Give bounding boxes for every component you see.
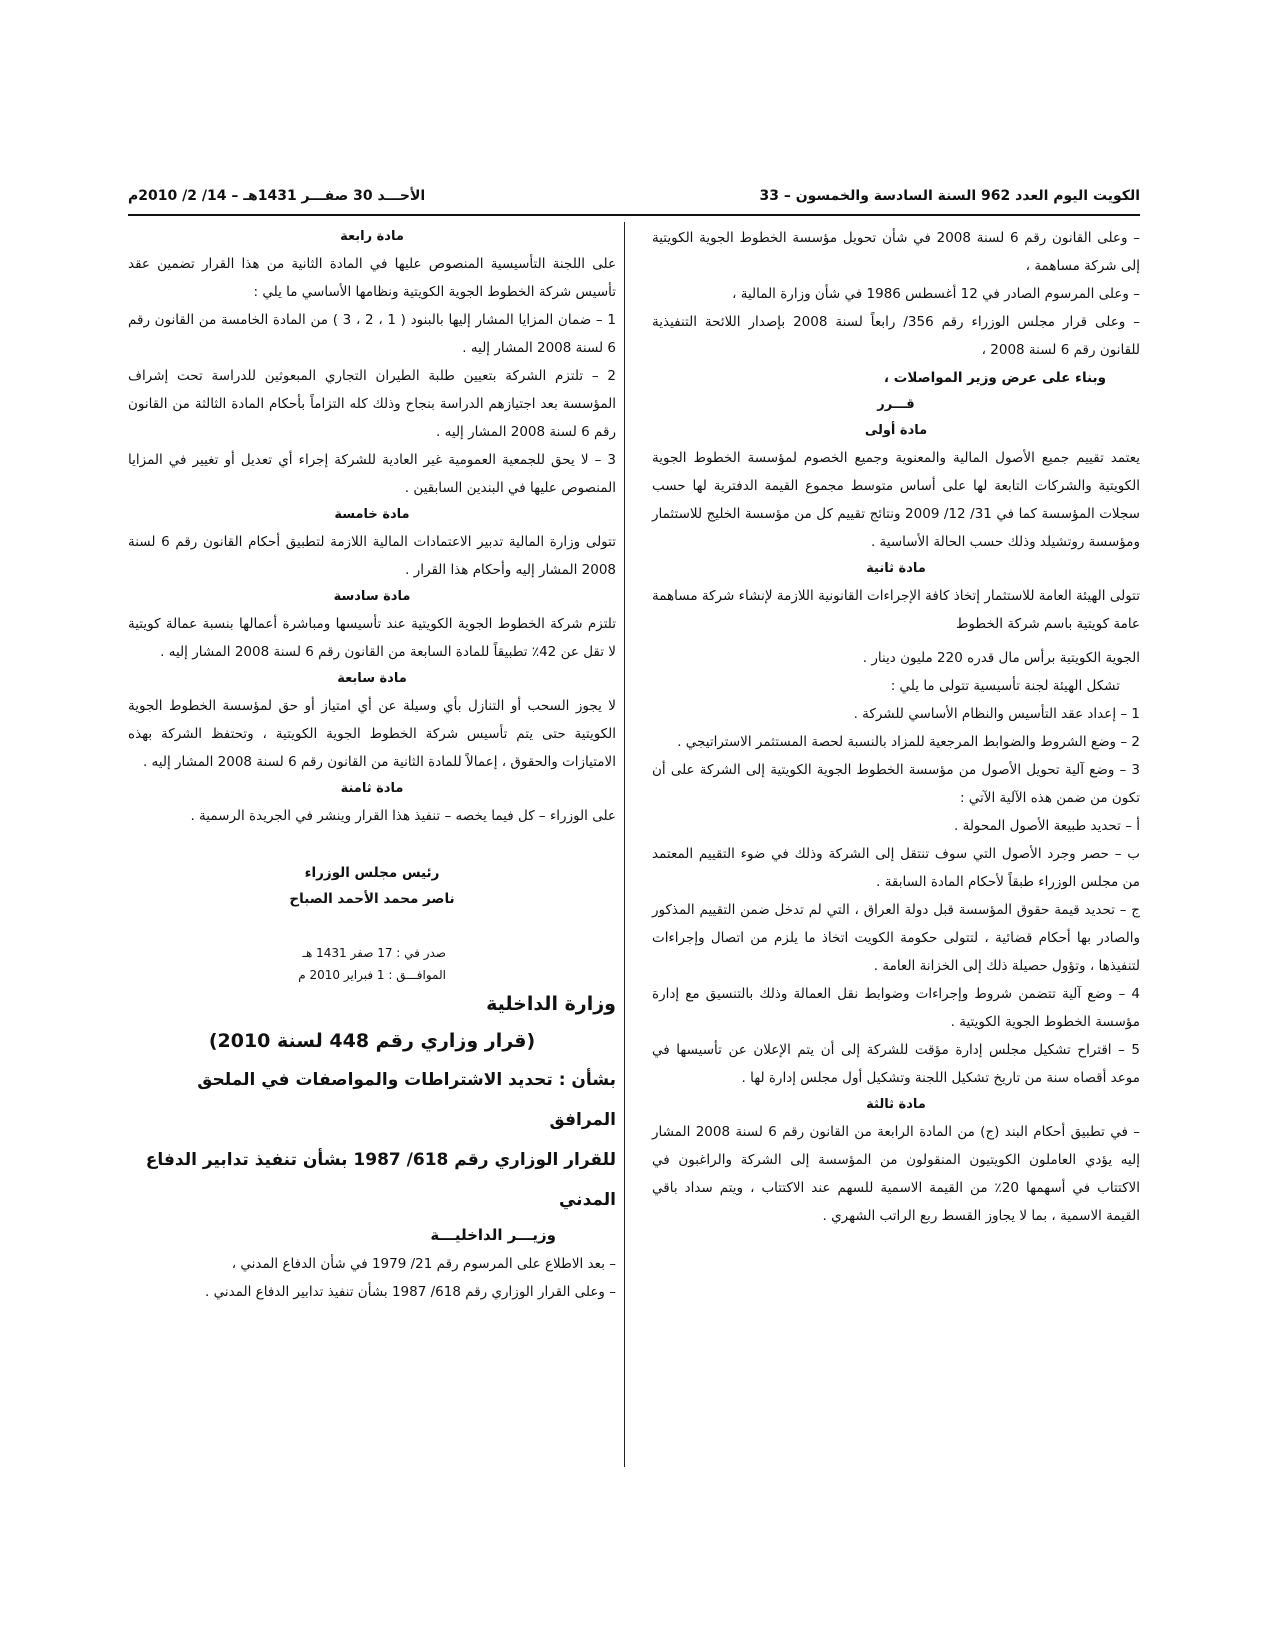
intro-line-3: – وعلى قرار مجلس الوزراء رقم 356/ رابعاً لسنة 2008 بإصدار اللائحة التنفيذية للقانون رقم 6 لسنة 2008 ، (652, 314, 1141, 358)
minister-heading: وزيـــر الداخليـــة (430, 1226, 556, 1244)
header-rule (128, 214, 1140, 216)
decree-title: (قرار وزاري رقم 448 لسنة 2010) (208, 1030, 536, 1052)
signature-name: ناصر محمد الأحمد الصباح (289, 891, 455, 907)
article-2-heading: مادة ثانية (866, 561, 926, 576)
article-2-para-3: تشكل الهيئة لجنة تأسيسية تتولى ما يلي : (890, 678, 1120, 694)
article-3-text: – في تطبيق أحكام البند (ج) من المادة الرابعة من القانون رقم 6 لسنة 2008 المشار إليه يؤدي العاملون الكويتيون المنقولون من المؤسسة إلى الشركة والراغبون في الاكتتاب في أسهمها 20٪ من القيمة الاسمية للسهم عند الاكتتاب ، ويتم سداد باقي القيمة الاسمية ، بما لا يجاوز القسط ربع الراتب الشهري . (652, 1124, 1141, 1224)
decree-subject-line-2: للقرار الوزاري رقم 618/ 1987 بشأن تنفيذ تدابير الدفاع المدني (145, 1150, 616, 1210)
newspaper-page (128, 182, 1140, 1482)
header-date: الأحـــد 30 صفـــر 1431هـ – 14/ 2/ 2010م (128, 188, 426, 204)
article-5-heading: مادة خامسة (334, 507, 410, 522)
article-1-text: يعتمد تقييم جميع الأصول المالية والمعنوية وجميع الخصوم لمؤسسة الخطوط الجوية الكويتية والشركات التابعة لها على أساس متوسط مجموع القيمة الدفترية لها حسب سجلات المؤسسة كما في 31/ 12/ 2009 ونتائج تقييم كل من مؤسسة الخليج للاستثمار ومؤسسة روتشيلد وذلك حسب الحالة الأساسية . (652, 450, 1140, 550)
article-4-item-2: 2 – تلتزم الشركة بتعيين طلبة الطيران التجاري المبعوثين للدراسة تحت إشراف المؤسسة بعد اجتيازهم الدراسة بنجاح وذلك كله التزاماً بأحكام المادة الثالثة من القانون رقم 6 لسنة 2008 المشار إليه . (128, 368, 616, 440)
decree-subject-line-1: بشأن : تحديد الاشتراطات والمواصفات في الملحق المرافق (197, 1070, 616, 1130)
article-2-item-5: 5 – اقتراح تشكيل مجلس إدارة مؤقت للشركة إلى أن يتم الإعلان عن تأسيسها في موعد أقصاه سنة من تاريخ تشكيل اللجنة وتشكيل أول مجلس إدارة لها . (652, 1042, 1140, 1086)
column-divider (624, 222, 625, 1467)
preamble-line-2: – وعلى القرار الوزاري رقم 618/ 1987 بشأن تنفيذ تدابير الدفاع المدني . (205, 1284, 616, 1300)
article-4-item-3: 3 – لا يحق للجمعية العمومية غير العادية للشركة إجراء أي تعديل أو تغيير في المزايا المنصوص عليها في البندين السابقين . (128, 452, 616, 496)
article-2-item-3c: ج – تحديد قيمة حقوق المؤسسة قبل دولة العراق ، التي لم تدخل ضمن التقييم المذكور والصادر بها أحكام قضائية ، لتتولى حكومة الكويت اتخاذ ما يلزم من اتصال وإجراءات لتنفيذها ، وتؤول حصيلة ذلك إلى الخزانة العامة . (652, 902, 1140, 974)
intro-line-4: وبناء على عرض وزير المواصلات ، (883, 370, 1106, 386)
issued-date-hijri: صدر في : 17 صفر 1431 هـ (302, 946, 446, 960)
article-6-text: تلتزم شركة الخطوط الجوية الكويتية عند تأسيسها ومباشرة أعمالها بنسبة عمالة كويتية لا تقل عن 42٪ تطبيقاً للمادة السابعة من القانون رقم 6 لسنة 2008 المشار إليه . (128, 616, 616, 660)
right-column (652, 224, 1140, 1230)
article-4-item-1: 1 – ضمان المزايا المشار إليها بالبنود ( 1 ، 2 ، 3 ) من المادة الخامسة من القانون رقم 6 لسنة 2008 المشار إليه . (128, 312, 616, 356)
preamble-line-1: – بعد الاطلاع على المرسوم رقم 21/ 1979 في شأن الدفاع المدني ، (231, 1256, 616, 1272)
article-2-para-1: تتولى الهيئة العامة للاستثمار إتخاذ كافة الإجراءات القانونية اللازمة لإنشاء شركة مساهمة عامة كويتية باسم شركة الخطوط (652, 588, 1140, 632)
article-6-heading: مادة سادسة (333, 589, 411, 604)
signature-title: رئيس مجلس الوزراء (304, 865, 440, 881)
article-2-item-2: 2 – وضع الشروط والضوابط المرجعية للمزاد بالنسبة لحصة المستثمر الاستراتيجي . (677, 734, 1140, 750)
article-8-text: على الوزراء – كل فيما يخصه – تنفيذ هذا القرار وينشر في الجريدة الرسمية . (190, 808, 616, 824)
article-5-text: تتولى وزارة المالية تدبير الاعتمادات المالية اللازمة لتطبيق أحكام القانون رقم 6 لسنة 2008 المشار إليه وأحكام هذا القرار . (128, 534, 616, 578)
article-8-heading: مادة ثامنة (340, 781, 404, 796)
left-column (128, 224, 616, 1306)
article-2-item-3: 3 – وضع آلية تحويل الأصول من مؤسسة الخطوط الجوية الكويتية إلى الشركة على أن تكون من ضمن هذه الآلية الآتي : (652, 762, 1140, 806)
article-2-item-1: 1 – إعداد عقد التأسيس والنظام الأساسي للشركة . (853, 706, 1140, 722)
intro-line-1: – وعلى القانون رقم 6 لسنة 2008 في شأن تحويل مؤسسة الخطوط الجوية الكويتية إلى شركة مساهمة ، (652, 230, 1140, 274)
article-2-item-3b: ب – حصر وجرد الأصول التي سوف تنتقل إلى الشركة وذلك في ضوء التقييم المعتمد من مجلس الوزراء طبقاً لأحكام المادة السابقة . (652, 846, 1140, 890)
article-4-para: على اللجنة التأسيسية المنصوص عليها في المادة الثانية من هذا القرار تضمين عقد تأسيس شركة الخطوط الجوية الكويتية ونظامها الأساسي ما يلي : (128, 256, 616, 300)
page-header (128, 182, 1140, 212)
article-7-heading: مادة سابعة (337, 671, 407, 686)
intro-line-2: – وعلى المرسوم الصادر في 12 أغسطس 1986 في شأن وزارة المالية ، (732, 286, 1140, 302)
decided-heading: قـــرر (877, 397, 915, 412)
article-2-item-4: 4 – وضع آلية تتضمن شروط وإجراءات وضوابط نقل العمالة وذلك بالتنسيق مع إدارة مؤسسة الخطوط الجوية الكويتية . (652, 986, 1140, 1030)
issued-date-gregorian: الموافـــق : 1 فبراير 2010 م (298, 968, 446, 982)
ministry-title: وزارة الداخلية (486, 993, 616, 1015)
article-2-item-3a: أ – تحديد طبيعة الأصول المحولة . (954, 818, 1140, 834)
header-issue-info: الكويت اليوم العدد 962 السنة السادسة والخمسون – 33 (759, 188, 1140, 204)
article-1-heading: مادة أولى (864, 423, 928, 438)
article-4-heading: مادة رابعة (340, 229, 404, 244)
article-2-para-2: الجوية الكويتية برأس مال قدره 220 مليون دينار . (862, 650, 1140, 666)
article-7-text: لا يجوز السحب أو التنازل بأي وسيلة عن أي امتياز أو حق لمؤسسة الخطوط الجوية الكويتية حتى يتم تأسيس شركة الخطوط الجوية الكويتية ، وتحتفظ الشركة بهذه الامتيازات والحقوق ، إعمالاً للمادة الثانية من القانون رقم 6 لسنة 2008 المشار إليه . (128, 698, 616, 770)
article-3-heading: مادة ثالثة (866, 1097, 926, 1112)
